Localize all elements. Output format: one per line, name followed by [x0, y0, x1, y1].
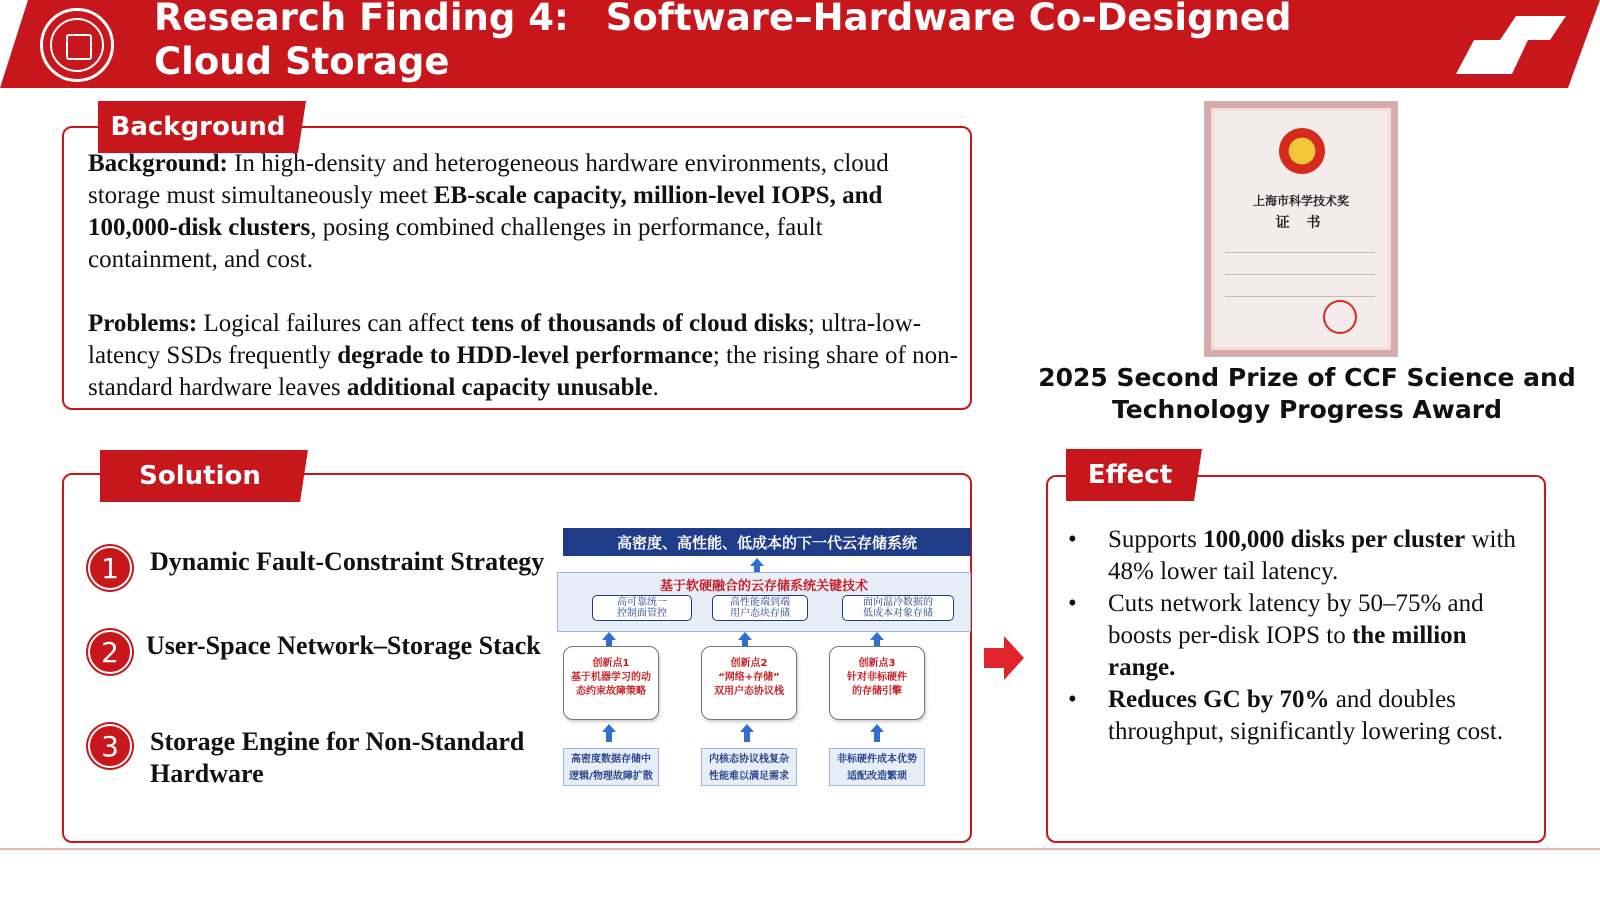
bold-span: Reduces GC by 70% — [1108, 686, 1330, 713]
bold-span: 100,000 disks per cluster — [1203, 526, 1466, 553]
seal-icon — [1323, 300, 1357, 334]
arrow-up-icon — [737, 724, 757, 742]
solution-item-1 — [88, 546, 550, 590]
arrow-right-icon — [984, 636, 1024, 680]
problem-box: 非标硬件成本优势 适配改造繁琐 — [829, 748, 925, 786]
problems-lead: Problems: — [88, 310, 198, 337]
solution-item-label: Dynamic Fault-Constraint Strategy — [150, 547, 545, 576]
tech-pill: 面向温冷数据的 低成本对象存储 — [842, 595, 954, 621]
diagram-key-tech — [557, 572, 971, 632]
award-caption: 2025 Second Prize of CCF Science and Technology Progress Award — [1038, 363, 1576, 424]
list-item — [1068, 524, 1538, 588]
bold-span: the million range. — [1108, 622, 1467, 681]
effect-list — [1068, 524, 1538, 748]
university-logo — [40, 8, 114, 82]
background-text — [88, 148, 958, 404]
arrow-up-icon — [599, 724, 619, 742]
number-badge: 2 — [88, 630, 132, 674]
bold-span: degrade to HDD-level performance — [337, 342, 713, 369]
list-item — [1068, 684, 1538, 748]
text-span: Cuts network latency by 50–75% and boosts per-disk IOPS to — [1108, 590, 1484, 649]
certificate-subtitle: 证 书 — [1275, 215, 1327, 231]
innovation-box: 创新点2 “网络+存储” 双用户态协议栈 — [701, 646, 797, 720]
architecture-diagram — [563, 528, 971, 788]
solution-item-label: User-Space Network–Storage Stack — [146, 631, 541, 660]
text-span: with 48% lower tail latency. — [1108, 526, 1516, 585]
innovation-box: 创新点1 基于机器学习的动 态约束故障策略 — [563, 646, 659, 720]
list-item — [1068, 588, 1538, 684]
number-badge: 3 — [88, 724, 132, 768]
tech-pill: 高可靠统一 控制面管控 — [592, 595, 692, 621]
bold-span: EB-scale capacity, million-level IOPS, and 100,000-disk clusters — [88, 182, 883, 241]
national-emblem-icon — [1279, 128, 1325, 174]
text-span: Supports — [1108, 526, 1204, 553]
page-title: Research Finding 4: Software–Hardware Co-Designed Cloud Storage — [154, 0, 1292, 83]
key-tech-title: 基于软硬融合的云存储系统关键技术 — [659, 579, 868, 594]
diagram-goal: 高密度、高性能、低成本的下一代云存储系统 — [563, 528, 971, 556]
solution-item-3 — [88, 726, 550, 790]
text-span: . — [652, 374, 659, 401]
background-lead: Background: — [88, 150, 228, 177]
text-span: , posing combined challenges in performance, fault containment, and cost. — [88, 214, 823, 273]
solution-item-label: Storage Engine for Non-Standard Hardware — [150, 727, 525, 788]
innovation-box: 创新点3 针对非标硬件 的存储引擎 — [829, 646, 925, 720]
text-span: ; the rising share of non-standard hardware leaves — [88, 342, 958, 401]
bold-span: additional capacity unusable — [346, 374, 653, 401]
problem-box: 内核态协议栈复杂 性能难以满足需求 — [701, 748, 797, 786]
arrow-up-icon — [867, 724, 887, 742]
solution-tab: Solution — [100, 450, 300, 502]
problems-paragraph — [88, 308, 958, 404]
text-span: Logical failures can affect — [197, 310, 471, 337]
background-paragraph — [88, 148, 958, 276]
certificate-text-lines — [1225, 242, 1375, 312]
solution-item-2 — [88, 630, 566, 674]
bold-span: tens of thousands of cloud disks — [470, 310, 808, 337]
certificate-title: 上海市科学技术奖 — [1252, 194, 1349, 208]
background-tab: Background — [98, 101, 298, 153]
text-span: ; ultra-low-latency SSDs frequently — [88, 310, 922, 369]
text-span: and doubles throughput, significantly lowering cost. — [1108, 686, 1504, 745]
award-certificate — [1205, 102, 1397, 356]
footer-divider — [0, 848, 1600, 850]
header-banner — [0, 0, 1600, 90]
problem-box: 高密度数据存储中 逻辑/物理故障扩散 — [563, 748, 659, 786]
effect-tab: Effect — [1066, 449, 1194, 501]
number-badge: 1 — [88, 546, 132, 590]
text-span: In high-density and heterogeneous hardware environments, cloud storage must simultaneously meet — [88, 150, 889, 209]
tech-pill: 高性能端到端 用户态块存储 — [712, 595, 808, 621]
